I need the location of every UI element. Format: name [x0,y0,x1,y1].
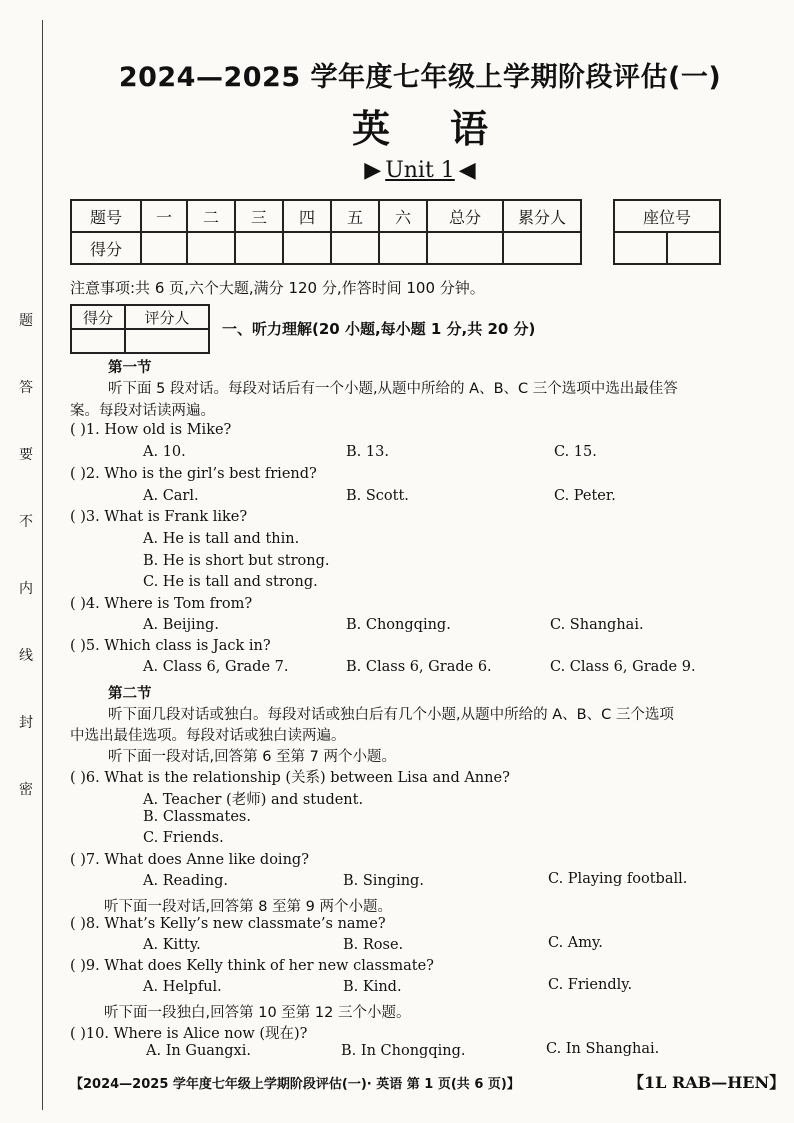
option-a: A. Beijing. [143,617,219,633]
score-cell[interactable] [187,232,235,264]
score-header-cell: 一 [141,200,187,232]
question: ( )1. How old is Mike? [70,422,232,438]
paper-code: 【1L RAB—HEN】 [628,1073,786,1092]
seat-label: 座位号 [614,200,720,232]
section-title: 一、听力理解(20 小题,每小题 1 分,共 20 分) [222,320,536,338]
score-header-cell: 三 [235,200,283,232]
score-cell[interactable] [503,232,581,264]
option-b: B. 13. [346,444,389,460]
score-header-cell: 累分人 [503,200,581,232]
seat-cell[interactable] [667,232,720,264]
question: ( )6. What is the relationship (关系) between Lisa and Anne? [70,770,510,786]
option-c: C. Friends. [143,830,224,846]
option-a: A. 10. [143,444,186,460]
lead-text: 听下面一段对话,回答第 8 至第 9 两个小题。 [104,899,392,915]
grader-name-label: 评分人 [125,305,209,329]
question: ( )9. What does Kelly think of her new classmate? [70,958,434,974]
score-header-cell: 二 [187,200,235,232]
option-c: C. Amy. [548,935,603,951]
score-table-row [71,232,581,264]
binding-line [42,20,43,1110]
option-a: A. In Guangxi. [146,1043,251,1059]
option-a: A. Helpful. [143,979,222,995]
score-header-cell: 总分 [427,200,503,232]
lead-text: 听下面一段独白,回答第 10 至第 12 三个小题。 [104,1005,411,1021]
option-b: B. Chongqing. [346,617,451,633]
score-table-header [71,200,581,232]
seat-cell[interactable] [614,232,667,264]
option-a: A. Teacher (老师) and student. [143,792,364,808]
score-cell[interactable] [235,232,283,264]
option-b: B. Class 6, Grade 6. [346,659,492,675]
option-a: A. Carl. [143,488,199,504]
option-b: B. Scott. [346,488,409,504]
grader-score-label: 得分 [71,305,125,329]
exam-notice: 注意事项:共 6 页,六个大题,满分 120 分,作答时间 100 分钟。 [70,279,485,297]
triangle-left-icon: ◀ [458,158,476,183]
instruction-text: 中选出最佳选项。每段对话或独白读两遍。 [70,728,346,744]
option-a: A. Class 6, Grade 7. [143,659,289,675]
grader-name-cell[interactable] [125,329,209,353]
option-b: B. Singing. [343,873,424,889]
side-char: 不 [19,514,33,530]
grader-score-cell[interactable] [71,329,125,353]
option-b: B. In Chongqing. [341,1043,466,1059]
score-row-label: 得分 [71,232,141,264]
side-char: 内 [19,581,33,597]
score-header-cell: 题号 [71,200,141,232]
score-cell[interactable] [283,232,331,264]
option-c: C. Playing football. [548,871,688,887]
option-c: C. Shanghai. [550,617,644,633]
question: ( )2. Who is the girl’s best friend? [70,466,317,482]
option-b: B. Rose. [343,937,404,953]
question: ( )4. Where is Tom from? [70,596,253,612]
subject-title: 英语 [351,106,548,151]
option-c: C. Friendly. [548,977,633,993]
option-c: C. 15. [554,444,597,460]
score-header-cell: 五 [331,200,379,232]
score-cell[interactable] [331,232,379,264]
option-b: B. He is short but strong. [143,553,330,569]
seat-number-table [613,199,721,265]
option-c: C. In Shanghai. [546,1041,660,1057]
side-char: 封 [19,715,33,731]
grader-table [70,304,210,354]
lead-text: 听下面一段对话,回答第 6 至第 7 两个小题。 [108,749,396,765]
option-c: C. Peter. [554,488,616,504]
option-b: B. Classmates. [143,809,251,825]
option-a: A. Kitty. [143,937,201,953]
score-table [70,199,582,265]
part-heading: 第一节 [108,360,152,376]
instruction-text: 听下面几段对话或独白。每段对话或独白后有几个小题,从题中所给的 A、B、C 三个选项 [108,707,674,723]
instruction-text: 听下面 5 段对话。每段对话后有一个小题,从题中所给的 A、B、C 三个选项中选出最佳答 [108,381,678,397]
side-char: 答 [19,380,33,396]
question: ( )7. What does Anne like doing? [70,852,309,868]
option-c: C. Class 6, Grade 9. [550,659,696,675]
score-header-cell: 六 [379,200,427,232]
exam-title: 2024—2025 学年度七年级上学期阶段评估(一) [118,62,722,93]
score-header-cell: 四 [283,200,331,232]
side-char: 要 [19,447,33,463]
option-b: B. Kind. [343,979,402,995]
option-c: C. He is tall and strong. [143,574,318,590]
question: ( )3. What is Frank like? [70,509,248,525]
unit-text: Unit 1 [385,158,455,183]
instruction-text: 案。每段对话读两遍。 [70,403,215,419]
question: ( )8. What’s Kelly’s new classmate’s name? [70,916,386,932]
option-a: A. He is tall and thin. [143,531,300,547]
part-heading: 第二节 [108,686,152,702]
option-a: A. Reading. [143,873,228,889]
score-cell[interactable] [427,232,503,264]
triangle-right-icon: ▶ [364,158,382,183]
binding-margin-text [14,310,38,846]
question: ( )10. Where is Alice now (现在)? [70,1026,308,1042]
side-char: 线 [19,648,33,664]
side-char: 题 [19,313,33,329]
score-cell[interactable] [141,232,187,264]
score-cell[interactable] [379,232,427,264]
side-char: 密 [19,782,33,798]
unit-label [70,158,770,183]
question: ( )5. Which class is Jack in? [70,638,271,654]
page-footer: 【2024—2025 学年度七年级上学期阶段评估(一)· 英语 第 1 页(共 6 页)】 [70,1077,520,1092]
